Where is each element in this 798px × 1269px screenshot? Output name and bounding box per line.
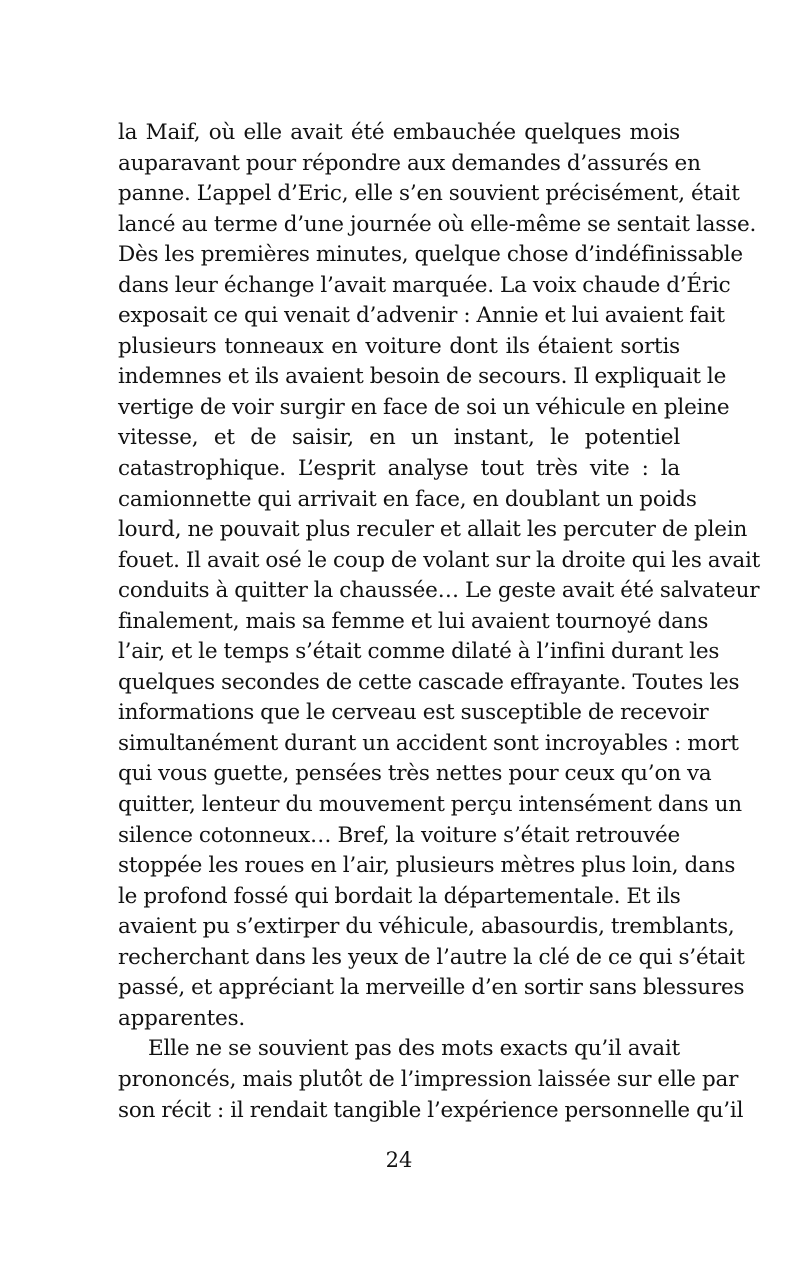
text-line: Elle ne se souvient pas des mots exacts qu’il avait	[148, 1036, 680, 1062]
text-line: l’air, et le temps s’était comme dilaté à l’infini durant les	[118, 639, 720, 665]
text-line: quitter, lenteur du mouvement perçu intensément dans un	[118, 792, 742, 818]
text-line: apparentes.	[118, 1005, 246, 1031]
text-line: plusieurs tonneaux en voiture dont ils étaient sortis	[118, 333, 680, 359]
text-line: simultanément durant un accident sont incroyables : mort	[118, 730, 739, 756]
text-line: lancé au terme d’une journée où elle-même se sentait lasse.	[118, 211, 757, 237]
text-line: vertige de voir surgir en face de soi un véhicule en pleine	[118, 394, 730, 420]
text-line: la Maif, où elle avait été embauchée quelques mois	[118, 120, 680, 145]
paragraph-2	[118, 1034, 744, 1126]
text-line: camionnette qui arrivait en face, en doublant un poids	[118, 486, 697, 512]
text-line: auparavant pour répondre aux demandes d’assurés en	[118, 150, 701, 176]
text-line: vitesse, et de saisir, en un instant, le potentiel	[118, 425, 680, 451]
text-line: quelques secondes de cette cascade effrayante. Toutes les	[118, 669, 740, 695]
text-line: dans leur échange l’avait marquée. La voix chaude d’Éric	[118, 272, 731, 298]
text-line: panne. L’appel d’Eric, elle s’en souvient précisément, était	[118, 181, 740, 207]
text-line: stoppée les roues en l’air, plusieurs mètres plus loin, dans	[118, 853, 736, 879]
text-line: avaient pu s’extirper du véhicule, abasourdis, tremblants,	[118, 914, 735, 940]
text-line: silence cotonneux… Bref, la voiture s’était retrouvée	[118, 822, 680, 848]
text-line: exposait ce qui venait d’advenir : Annie et lui avaient fait	[118, 303, 725, 329]
text-line: passé, et appréciant la merveille d’en sortir sans blessures	[118, 975, 745, 1001]
text-line: lourd, ne pouvait plus reculer et allait les percuter de plein	[118, 517, 748, 543]
text-line: indemnes et ils avaient besoin de secours. Il expliquait le	[118, 364, 727, 390]
text-line: recherchant dans les yeux de l’autre la clé de ce qui s’était	[118, 944, 745, 970]
page-number: 24	[385, 1148, 413, 1172]
text-line: le profond fossé qui bordait la départementale. Et ils	[118, 883, 681, 909]
text-line: son récit : il rendait tangible l’expérience personnelle qu’il	[118, 1097, 744, 1123]
text-line: catastrophique. L’esprit analyse tout très vite : la	[118, 456, 680, 482]
text-line: Dès les premières minutes, quelque chose d’indéfinissable	[118, 242, 743, 268]
text-line: qui vous guette, pensées très nettes pour ceux qu’on va	[118, 761, 712, 787]
text-line: fouet. Il avait osé le coup de volant sur la droite qui les avait	[118, 547, 761, 573]
paragraph-1	[118, 118, 761, 1034]
page-body	[118, 118, 761, 1126]
text-line: finalement, mais sa femme et lui avaient tournoyé dans	[118, 608, 709, 634]
text-line: prononcés, mais plutôt de l’impression laissée sur elle par	[118, 1066, 739, 1092]
text-line: conduits à quitter la chaussée… Le geste avait été salvateur	[118, 578, 760, 604]
text-line: informations que le cerveau est susceptible de recevoir	[118, 700, 709, 726]
